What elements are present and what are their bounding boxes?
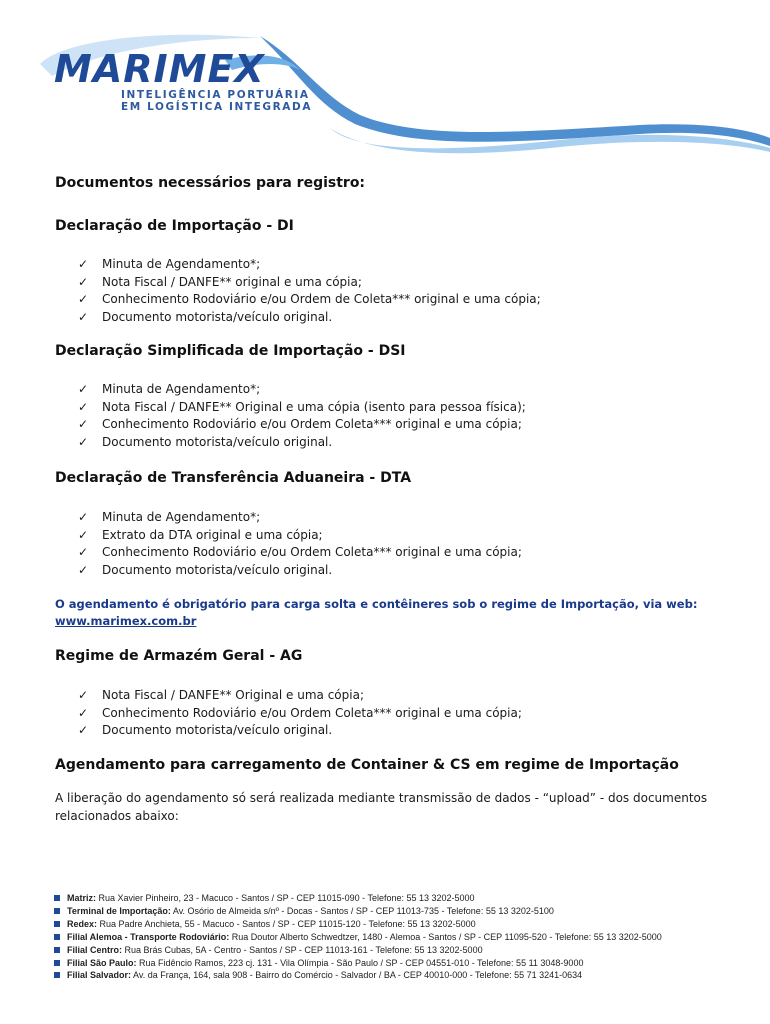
check-icon: ✓ [78, 527, 89, 542]
list-item: ✓ Minuta de Agendamento*; [78, 381, 526, 399]
di-document-list [78, 256, 541, 326]
check-icon: ✓ [78, 382, 89, 396]
footer-address-item: Filial Alemoa - Transporte Rodoviário: Rua Doutor Alberto Schwedtzer, 1480 - Alemoa - Santos / SP - CEP 11095-520 - Telefone: 55 13 3202-5000 [54, 931, 662, 944]
list-item: ✓ Extrato da DTA original e uma cópia; [78, 527, 522, 545]
bullet-square-icon [54, 908, 60, 914]
marimex-logo [0, 0, 770, 170]
list-item: ✓ Conhecimento Rodoviário e/ou Ordem Coleta*** original e uma cópia; [78, 416, 526, 434]
logo-brand: MARIMEX [54, 47, 265, 91]
dsi-document-list [78, 381, 526, 451]
container-paragraph [55, 789, 735, 825]
list-item: ✓ Minuta de Agendamento*; [78, 256, 541, 274]
list-item: ✓ Conhecimento Rodoviário e/ou Ordem Coleta*** original e uma cópia; [78, 705, 522, 723]
section-heading-ag: Regime de Armazém Geral - AG [55, 648, 303, 664]
dta-document-list [78, 509, 522, 579]
check-icon: ✓ [78, 705, 89, 720]
check-icon: ✓ [78, 417, 89, 431]
check-icon: ✓ [78, 399, 89, 414]
check-icon: ✓ [78, 292, 89, 306]
bullet-square-icon [54, 947, 60, 953]
list-item: ✓ Nota Fiscal / DANFE** Original e uma cópia; [78, 687, 522, 705]
bullet-square-icon [54, 972, 60, 978]
scheduling-note-text: O agendamento é obrigatório para carga solta e contêineres sob o regime de Importação, via web: [55, 597, 698, 611]
list-item: ✓ Documento motorista/veículo original. [78, 434, 526, 452]
list-item: ✓ Nota Fiscal / DANFE** Original e uma cópia (isento para pessoa física); [78, 399, 526, 417]
footer-address-item: Redex: Rua Padre Anchieta, 55 - Macuco - Santos / SP - CEP 11015-120 - Telefone: 55 13 3202-5000 [54, 918, 662, 931]
bullet-square-icon [54, 921, 60, 927]
list-item: ✓ Conhecimento Rodoviário e/ou Ordem Coleta*** original e uma cópia; [78, 544, 522, 562]
check-icon: ✓ [78, 434, 89, 449]
check-icon: ✓ [78, 688, 89, 702]
list-item: ✓ Minuta de Agendamento*; [78, 509, 522, 527]
footer-address-item: Filial Centro: Rua Brás Cubas, 5A - Centro - Santos / SP - CEP 11013-161 - Telefone: 55 13 3202-5000 [54, 944, 662, 957]
footer-address-item: Filial São Paulo: Rua Fidêncio Ramos, 223 cj. 131 - Vila Olímpia - São Paulo / SP - CEP 04551-010 - Telefone: 55 11 3048-9000 [54, 957, 662, 970]
footer-addresses [54, 892, 662, 982]
check-icon: ✓ [78, 723, 89, 737]
footer-address-item: Filial Salvador: Av. da França, 164, sala 908 - Bairro do Comércio - Salvador / BA - CEP 40010-000 - Telefone: 55 71 3241-0634 [54, 969, 662, 982]
list-item: ✓ Conhecimento Rodoviário e/ou Ordem de Coleta*** original e uma cópia; [78, 291, 541, 309]
scheduling-note [55, 596, 697, 630]
section-heading-di: Declaração de Importação - DI [55, 218, 294, 234]
list-item: ✓ Nota Fiscal / DANFE** original e uma cópia; [78, 274, 541, 292]
check-icon: ✓ [78, 545, 89, 559]
bullet-square-icon [54, 960, 60, 966]
container-paragraph-line-1: A liberação do agendamento só será realizada mediante transmissão de dados - “upload” - dos documentos [55, 791, 708, 805]
footer-address-item: Terminal de Importação: Av. Osório de Almeida s/nº - Docas - Santos / SP - CEP 11013-735 - Telefone: 55 13 3202-5100 [54, 905, 662, 918]
ag-document-list [78, 687, 522, 740]
check-icon: ✓ [78, 309, 89, 324]
page-title: Documentos necessários para registro: [55, 175, 366, 191]
check-icon: ✓ [78, 562, 89, 577]
check-icon: ✓ [78, 510, 89, 524]
check-icon: ✓ [78, 257, 89, 271]
section-heading-dta: Declaração de Transferência Aduaneira - DTA [55, 470, 412, 486]
section-heading-container: Agendamento para carregamento de Container & CS em regime de Importação [55, 757, 679, 773]
check-icon: ✓ [78, 274, 89, 289]
footer-address-item: Matriz: Rua Xavier Pinheiro, 23 - Macuco - Santos / SP - CEP 11015-090 - Telefone: 55 13 3202-5000 [54, 892, 662, 905]
marimex-website-link[interactable]: www.marimex.com.br [55, 614, 197, 628]
list-item: ✓ Documento motorista/veículo original. [78, 309, 541, 327]
logo-tagline-1: INTELIGÊNCIA PORTUÁRIA [121, 89, 310, 101]
list-item: ✓ Documento motorista/veículo original. [78, 722, 522, 740]
bullet-square-icon [54, 895, 60, 901]
bullet-square-icon [54, 934, 60, 940]
section-heading-dsi: Declaração Simplificada de Importação - DSI [55, 343, 406, 359]
container-paragraph-line-2: relacionados abaixo: [55, 809, 179, 823]
logo-tagline-2: EM LOGÍSTICA INTEGRADA [121, 101, 313, 113]
list-item: ✓ Documento motorista/veículo original. [78, 562, 522, 580]
